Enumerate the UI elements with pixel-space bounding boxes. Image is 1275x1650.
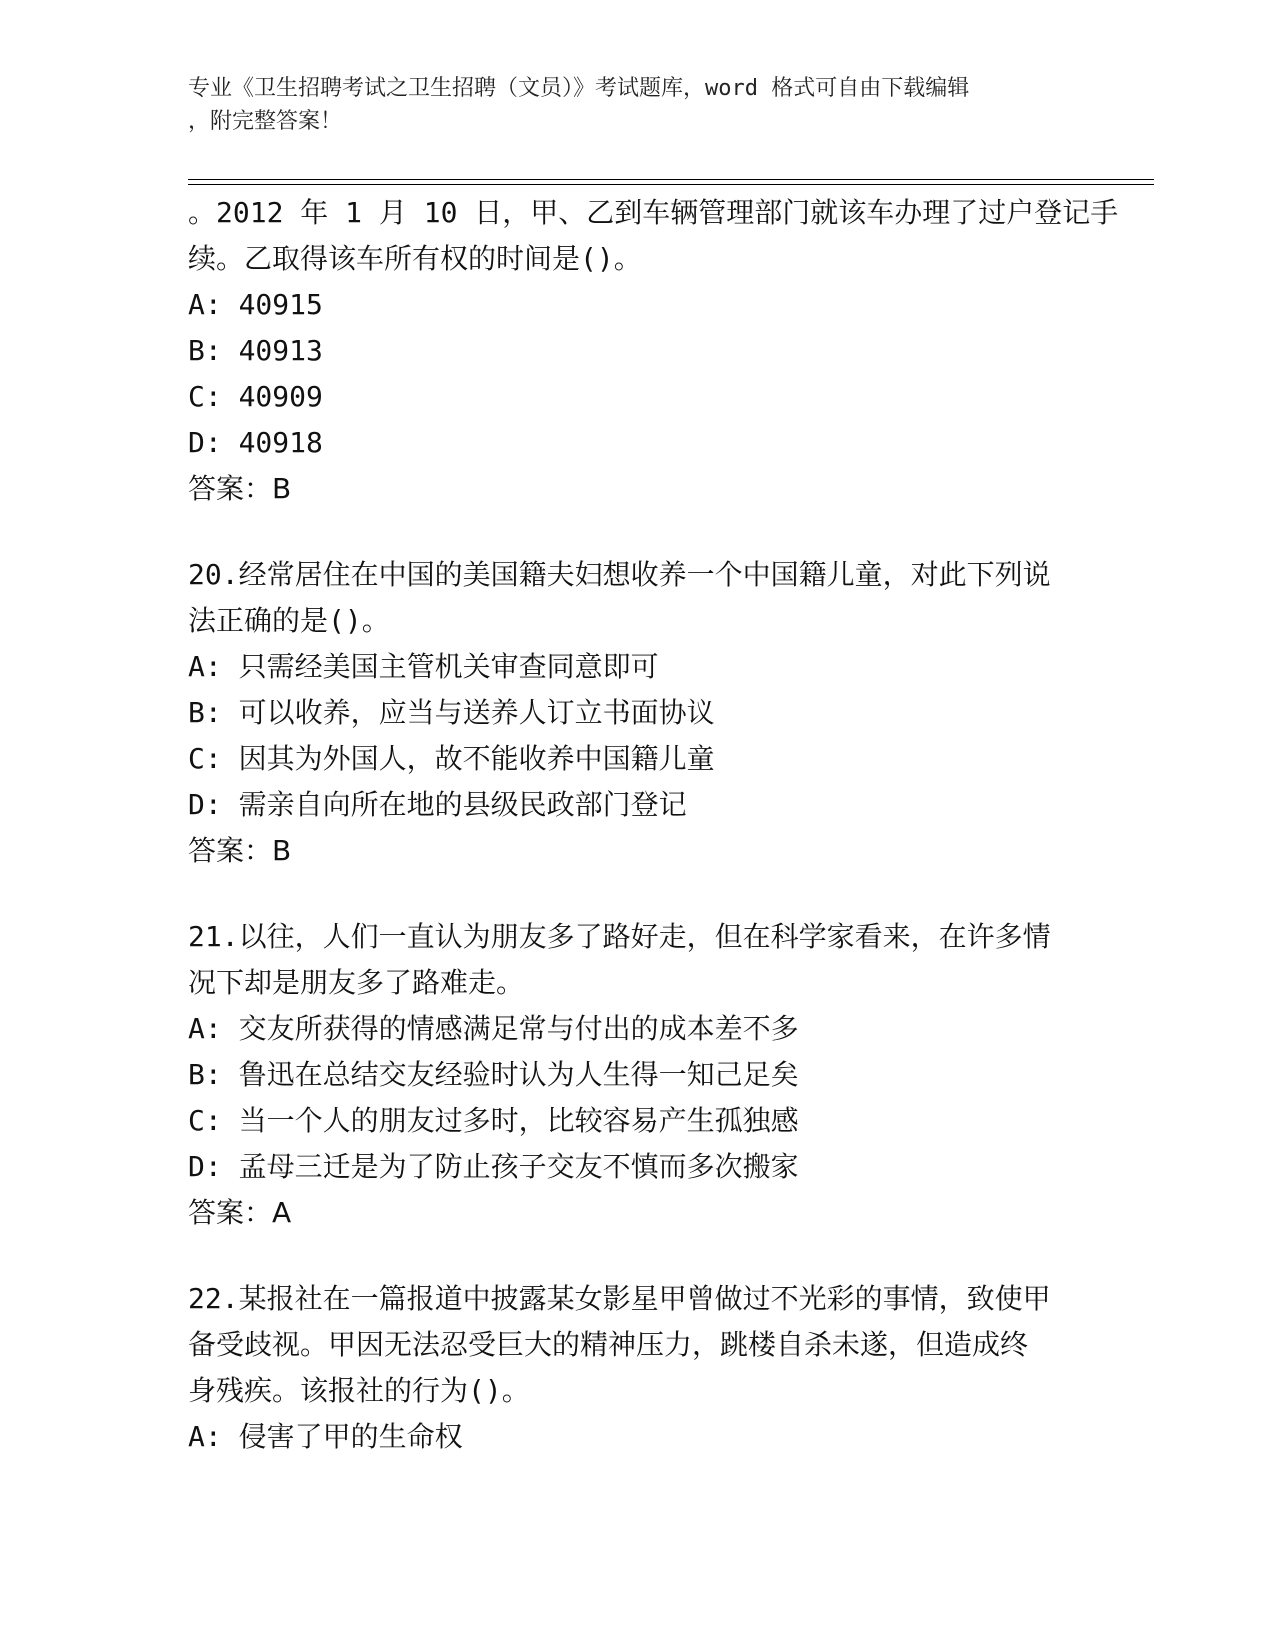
option-b: B: 鲁迅在总结交友经验时认为人生得一知己足矣 [188, 1058, 799, 1091]
option-b: B: 可以收养，应当与送养人订立书面协议 [188, 696, 715, 729]
option-d: D: 孟母三迁是为了防止孩子交友不慎而多次搬家 [188, 1150, 799, 1183]
option-b: B: 40913 [188, 334, 323, 367]
header-divider-bottom [188, 184, 1154, 185]
question-block [188, 552, 1088, 874]
question-text-line: 况下却是朋友多了路难走。 [188, 966, 525, 999]
question-text-line: 22.某报社在一篇报道中披露某女影星甲曾做过不光彩的事情，致使甲 [188, 1282, 1051, 1315]
option-d: D: 40918 [188, 426, 323, 459]
question-text-line: 续。乙取得该车所有权的时间是()。 [188, 242, 642, 275]
question-text-line: 法正确的是()。 [188, 604, 390, 637]
answer-label: 答案：B [188, 834, 292, 867]
question-text-line: 21.以往，人们一直认为朋友多了路好走，但在科学家看来，在许多情 [188, 920, 1051, 953]
answer-label: 答案：A [188, 1196, 292, 1229]
question-text-line: 20.经常居住在中国的美国籍夫妇想收养一个中国籍儿童，对此下列说 [188, 558, 1051, 591]
option-c: C: 当一个人的朋友过多时，比较容易产生孤独感 [188, 1104, 799, 1137]
option-d: D: 需亲自向所在地的县级民政部门登记 [188, 788, 687, 821]
header-divider-top [188, 179, 1154, 180]
question-block [188, 1276, 1088, 1460]
option-c: C: 因其为外国人，故不能收养中国籍儿童 [188, 742, 715, 775]
header-line-1: 专业《卫生招聘考试之卫生招聘（文员）》考试题库，word 格式可自由下载编辑 [188, 76, 970, 101]
question-text-line: 。2012 年 1 月 10 日，甲、乙到车辆管理部门就该车办理了过户登记手 [188, 196, 1119, 229]
answer-label: 答案：B [188, 472, 292, 505]
option-a: A: 交友所获得的情感满足常与付出的成本差不多 [188, 1012, 799, 1045]
header-line-2: ，附完整答案！ [188, 109, 343, 134]
question-list [188, 190, 1119, 1500]
option-c: C: 40909 [188, 380, 323, 413]
option-a: A: 只需经美国主管机关审查同意即可 [188, 650, 659, 683]
question-block [188, 190, 1119, 512]
question-text-line: 备受歧视。甲因无法忍受巨大的精神压力，跳楼自杀未遂，但造成终 [188, 1328, 1029, 1361]
document-header [188, 72, 1088, 138]
option-a: A: 40915 [188, 288, 323, 321]
option-a: A: 侵害了甲的生命权 [188, 1420, 463, 1453]
question-block [188, 914, 1088, 1236]
question-text-line: 身残疾。该报社的行为()。 [188, 1374, 530, 1407]
